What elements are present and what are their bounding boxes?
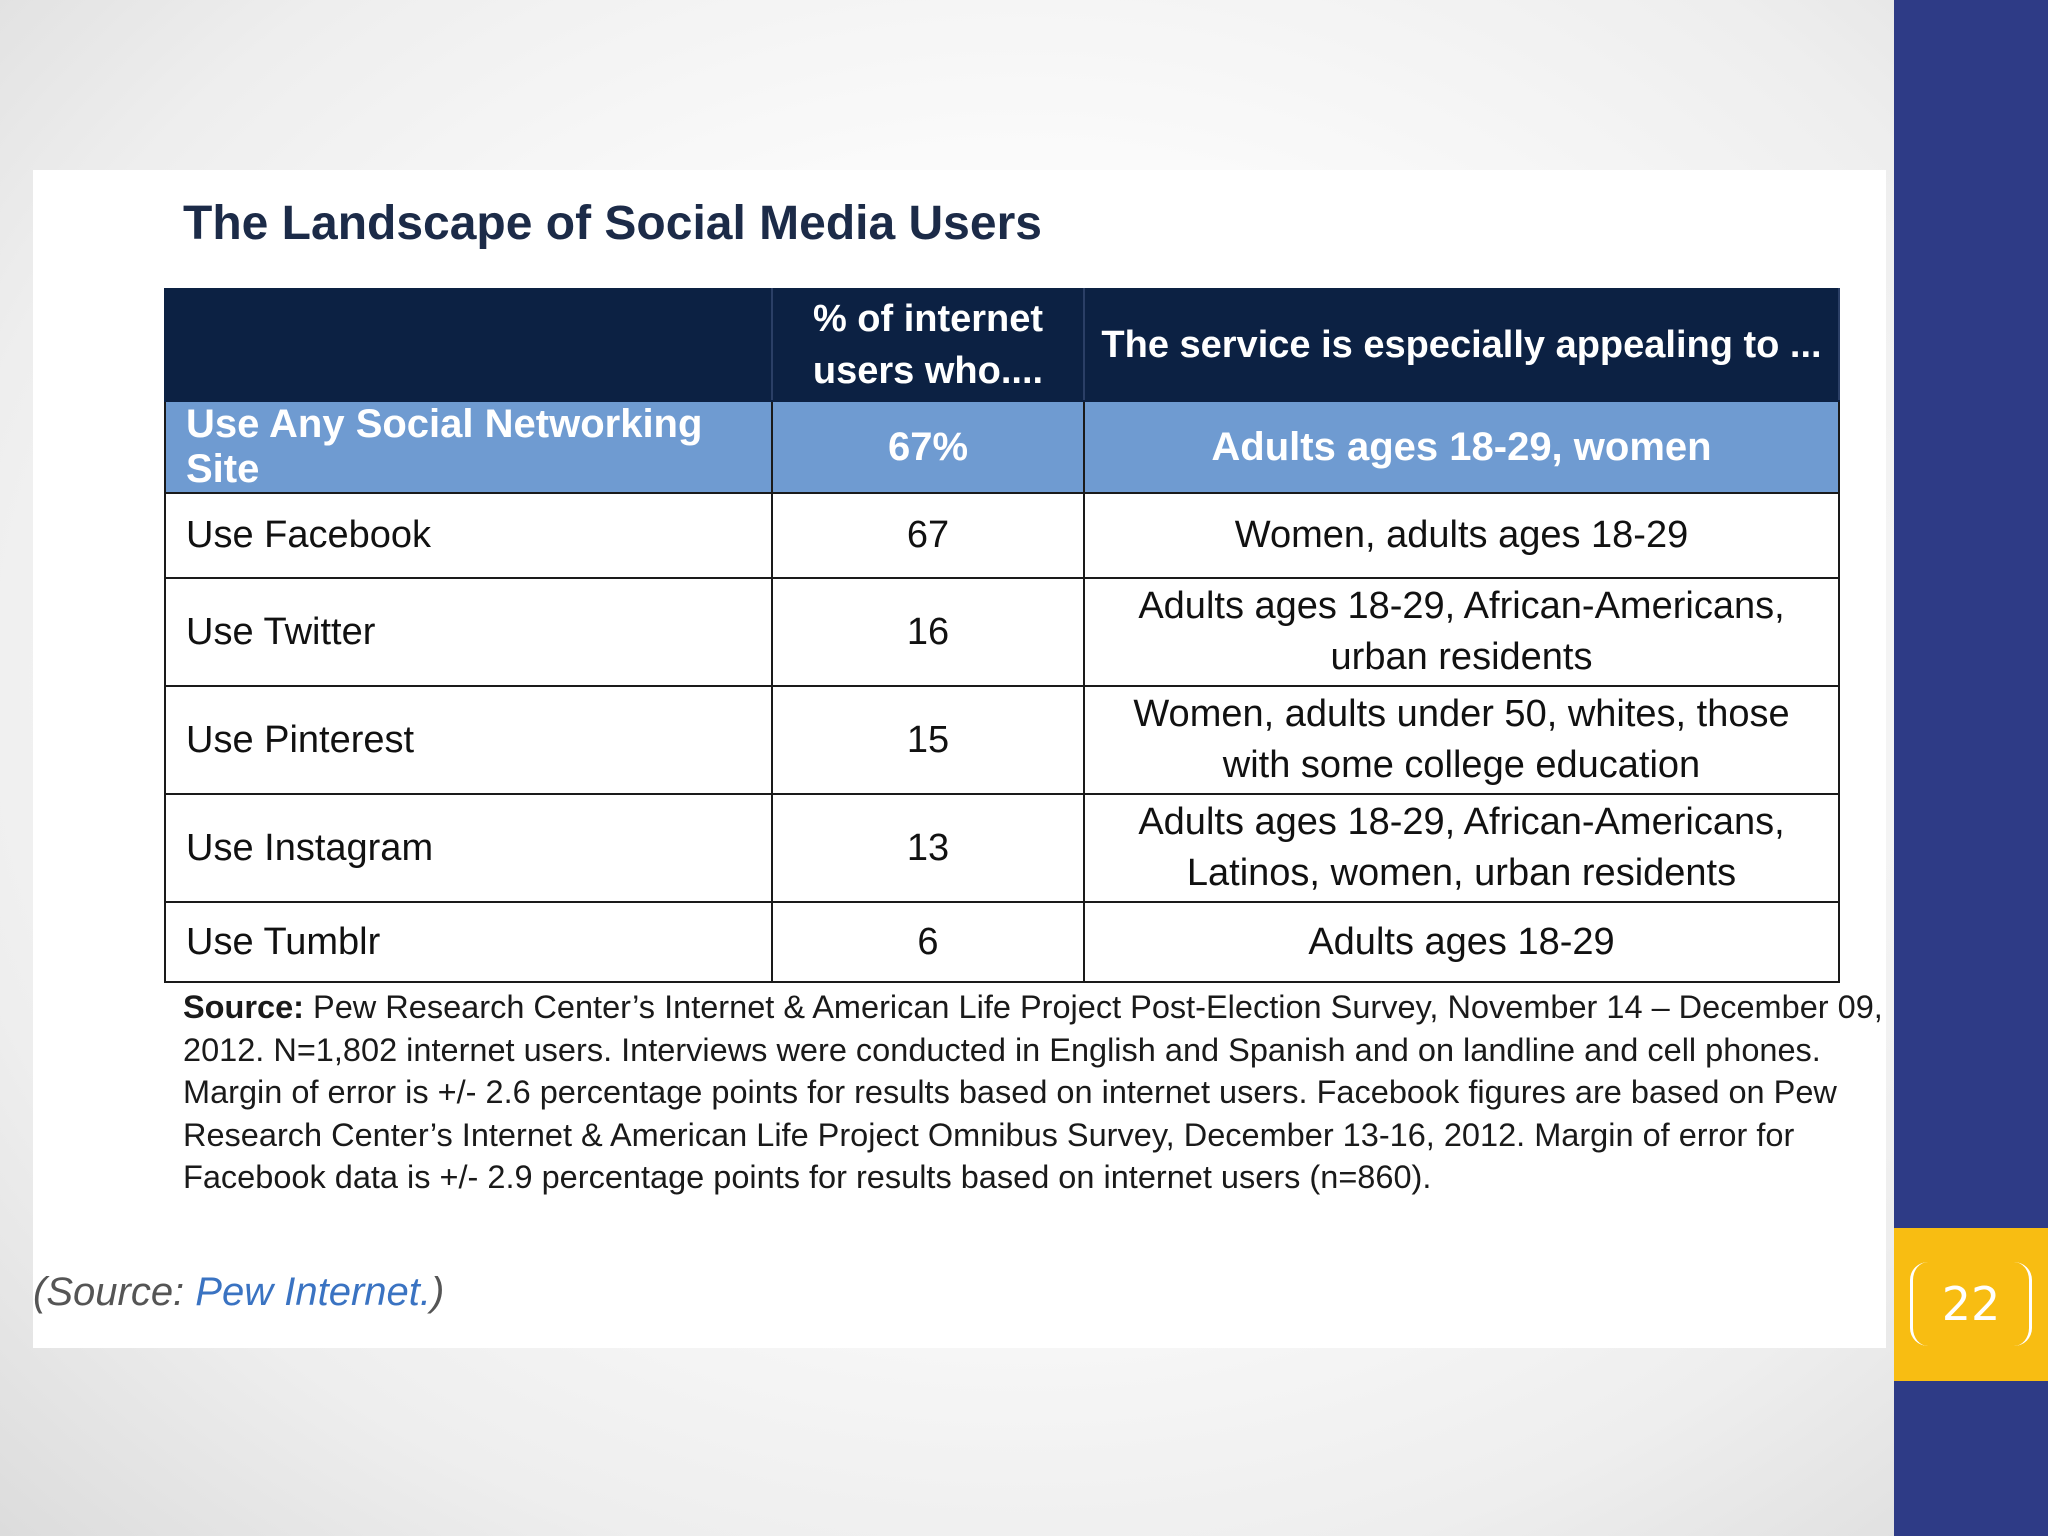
source-caption xyxy=(33,1270,444,1315)
source-caption-suffix: ) xyxy=(430,1270,445,1314)
table-row-twitter xyxy=(165,578,1839,686)
header-service xyxy=(165,289,772,401)
summary-label: Use Any Social Networking Site xyxy=(165,401,772,493)
source-note-text: Pew Research Center’s Internet & American Life Project Post-Election Survey, November 14 – December 09, 2012. N=1,802 internet users. Interviews were conducted in English and Spanish and on landline and cell phones. Margin of error is +/- 2.6 percentage points for results based on internet users. Facebook figures are based on Pew Research Center’s Internet & American Life Project Omnibus Survey, December 13-16, 2012. Margin of error for Facebook data is +/- 2.9 percentage points for results based on internet users (n=860). xyxy=(183,989,1883,1195)
summary-appeal: Adults ages 18-29, women xyxy=(1084,401,1839,493)
source-note xyxy=(183,986,1883,1199)
summary-value: 67% xyxy=(772,401,1084,493)
row-value: 67 xyxy=(772,493,1084,578)
table-row-pinterest xyxy=(165,686,1839,794)
header-appeal: The service is especially appealing to ... xyxy=(1084,289,1839,401)
row-appeal: Adults ages 18-29, African-Americans, Latinos, women, urban residents xyxy=(1084,794,1839,902)
page-number-frame xyxy=(1910,1262,2032,1346)
table-row-instagram xyxy=(165,794,1839,902)
row-value: 6 xyxy=(772,902,1084,982)
table-title: The Landscape of Social Media Users xyxy=(183,197,1042,250)
pew-internet-link[interactable]: Pew Internet. xyxy=(195,1270,431,1314)
social-media-table-image xyxy=(33,170,1886,1348)
row-label: Use Facebook xyxy=(165,493,772,578)
row-value: 15 xyxy=(772,686,1084,794)
table-row-tumblr xyxy=(165,902,1839,982)
row-label: Use Instagram xyxy=(165,794,772,902)
page-number-box xyxy=(1894,1228,2048,1381)
page-number: 22 xyxy=(1941,1277,2001,1331)
row-label: Use Tumblr xyxy=(165,902,772,982)
table-row-facebook xyxy=(165,493,1839,578)
header-percent: % of internet users who.... xyxy=(772,289,1084,401)
row-label: Use Pinterest xyxy=(165,686,772,794)
row-appeal: Women, adults ages 18-29 xyxy=(1084,493,1839,578)
social-media-users-table xyxy=(164,288,1840,983)
row-appeal: Women, adults under 50, whites, those with some college education xyxy=(1084,686,1839,794)
row-value: 13 xyxy=(772,794,1084,902)
source-caption-prefix: (Source: xyxy=(33,1270,196,1314)
source-note-prefix: Source: xyxy=(183,989,305,1025)
table-header-row xyxy=(165,289,1839,401)
row-appeal: Adults ages 18-29, African-Americans, urban residents xyxy=(1084,578,1839,686)
row-appeal: Adults ages 18-29 xyxy=(1084,902,1839,982)
row-value: 16 xyxy=(772,578,1084,686)
summary-row xyxy=(165,401,1839,493)
row-label: Use Twitter xyxy=(165,578,772,686)
